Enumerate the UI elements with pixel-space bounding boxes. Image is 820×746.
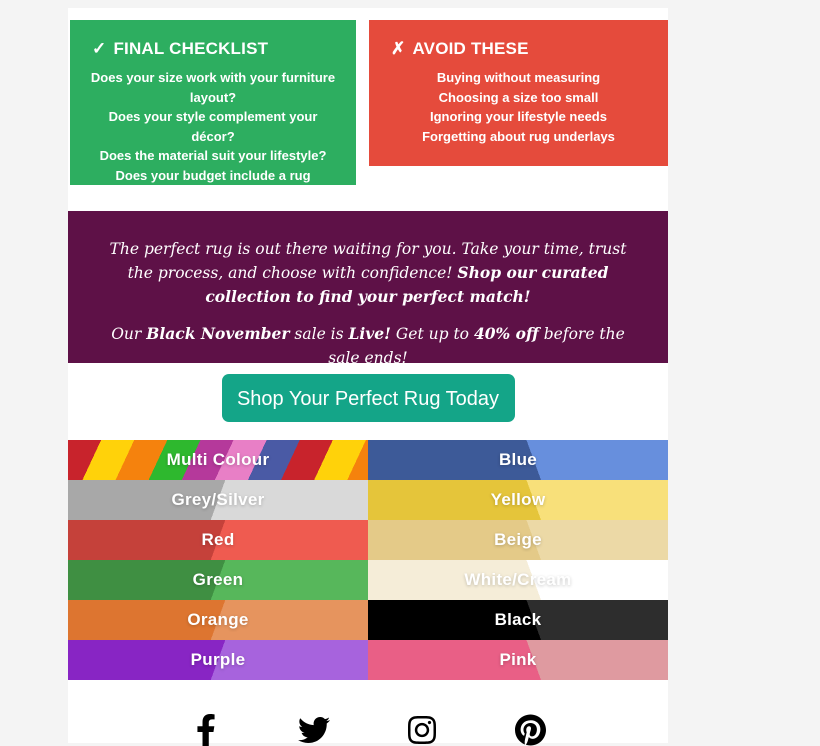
colour-cell-label: Beige bbox=[494, 530, 542, 549]
avoid-these-items bbox=[369, 68, 668, 146]
check-icon: ✓ bbox=[92, 39, 107, 58]
avoid-item: Choosing a size too small bbox=[438, 89, 599, 105]
colour-cell-label: Yellow bbox=[490, 490, 546, 509]
colour-cell-pink[interactable] bbox=[368, 640, 668, 680]
colour-cell-grey-silver[interactable] bbox=[68, 480, 368, 520]
colour-cell-label: White/Cream bbox=[464, 570, 572, 589]
colour-cell-label: Green bbox=[192, 570, 244, 589]
final-checklist-title bbox=[70, 20, 356, 68]
colour-cell-blue[interactable] bbox=[368, 440, 668, 480]
instagram-icon[interactable] bbox=[406, 714, 438, 746]
avoid-item: Buying without measuring bbox=[436, 70, 601, 85]
shop-cta-button[interactable]: Shop Your Perfect Rug Today bbox=[222, 374, 515, 422]
promo-text: Get up to bbox=[390, 325, 474, 344]
colour-cell-label: Orange bbox=[187, 610, 249, 629]
avoid-these-card bbox=[369, 20, 668, 166]
promo-text: Our bbox=[111, 325, 147, 344]
colour-cell-label: Grey/Silver bbox=[171, 490, 265, 509]
colour-cell-label: Purple bbox=[190, 650, 246, 669]
checklist-item: Does your size work with your furniture layout? bbox=[90, 70, 336, 105]
promo-paragraph-2 bbox=[102, 322, 634, 370]
promo-text: before the sale ends! bbox=[328, 325, 625, 368]
final-checklist-title-text: FINAL CHECKLIST bbox=[113, 39, 269, 58]
checklist-item: Does the material suit your lifestyle? bbox=[99, 148, 327, 163]
colour-cell-label: Blue bbox=[498, 450, 538, 469]
final-checklist-items bbox=[70, 68, 356, 205]
twitter-icon[interactable] bbox=[298, 714, 330, 746]
colour-cell-label: Black bbox=[494, 610, 542, 629]
colour-cell-yellow[interactable] bbox=[368, 480, 668, 520]
pinterest-icon[interactable] bbox=[514, 714, 546, 746]
avoid-these-title-text: AVOID THESE bbox=[412, 39, 529, 58]
colour-cell-white-cream[interactable] bbox=[368, 560, 668, 600]
promo-paragraph-1 bbox=[102, 237, 634, 309]
colour-cell-beige[interactable] bbox=[368, 520, 668, 560]
colour-cell-orange[interactable] bbox=[68, 600, 368, 640]
colour-cell-purple[interactable] bbox=[68, 640, 368, 680]
checklist-item: Does your budget include a rug underlay? bbox=[115, 167, 311, 202]
avoid-these-title bbox=[369, 20, 668, 68]
cta-wrap bbox=[68, 374, 668, 422]
facebook-icon[interactable] bbox=[190, 714, 222, 746]
promo-text-bold: 40% off bbox=[473, 324, 539, 344]
colour-cell-multi-colour[interactable] bbox=[68, 440, 368, 480]
final-checklist-card bbox=[70, 20, 356, 202]
checklist-item: Does your style complement your décor? bbox=[108, 109, 318, 144]
promo-text: The perfect rug is out there waiting for you. Take your time, trust the process, and choose with confidence! bbox=[109, 240, 627, 283]
email-content bbox=[68, 8, 668, 743]
cards-row bbox=[70, 8, 668, 202]
promo-text-bold: Live! bbox=[348, 324, 391, 344]
social-links bbox=[68, 714, 668, 746]
x-icon: ✗ bbox=[391, 39, 406, 58]
promo-banner bbox=[68, 211, 668, 368]
avoid-item: Ignoring your lifestyle needs bbox=[430, 109, 607, 124]
colour-cell-label: Multi Colour bbox=[166, 450, 270, 469]
promo-text-bold: Black November bbox=[146, 324, 290, 344]
colour-cell-label: Pink bbox=[499, 650, 537, 669]
promo-text-bold: Shop our curated collection to find your perfect match! bbox=[205, 263, 609, 307]
colour-cell-label: Red bbox=[201, 530, 235, 549]
avoid-item: Forgetting about rug underlays bbox=[422, 128, 615, 144]
colour-cell-red[interactable] bbox=[68, 520, 368, 560]
colour-cell-green[interactable] bbox=[68, 560, 368, 600]
colour-cell-black[interactable] bbox=[368, 600, 668, 640]
promo-text: sale is bbox=[289, 325, 349, 344]
colour-category-grid bbox=[68, 440, 668, 680]
